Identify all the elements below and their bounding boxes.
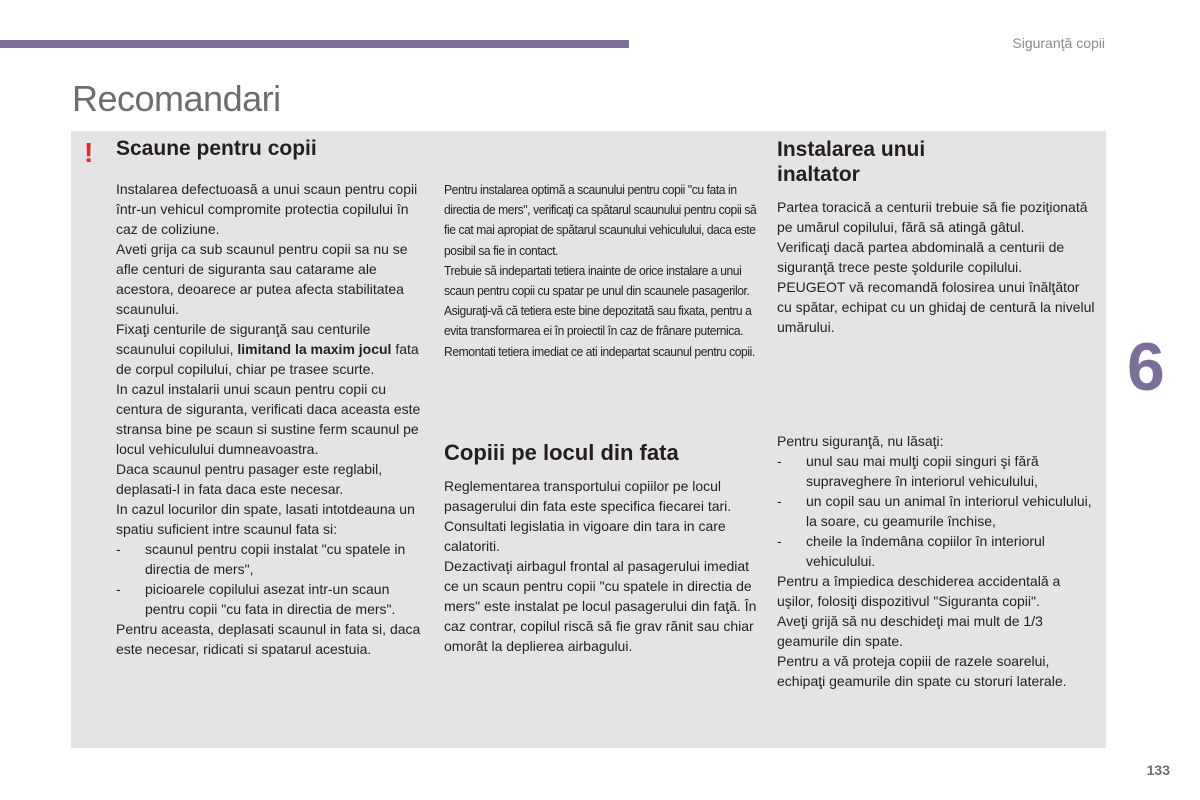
- paragraph: Trebuie să indepartati tetiera inainte de orice instalare a unui scaun pentru copii cu spatar pe unul din scaunele pasagerilor.: [444, 262, 750, 299]
- paragraph: Verificaţi dacă partea abdominală a centurii de siguranţă trece peste şoldurile copilului.: [777, 239, 1065, 275]
- heading-line: Instalarea unui: [777, 138, 926, 161]
- paragraph: Pentru siguranţă, nu lăsaţi:: [777, 433, 944, 449]
- heading-booster-seat: [777, 137, 925, 187]
- header-accent-bar: [0, 40, 629, 48]
- paragraph: Instalarea defectuoasă a unui scaun pentru copii într-un vehicul compromite protectia copilului în caz de coliziune.: [116, 181, 418, 237]
- paragraph: Asiguraţi-vă că tetiera este bine depozitată sau fixata, pentru a evita transformarea ei în proiectil în caz de frânare puternica.: [444, 303, 752, 339]
- paragraph: Reglementarea transportului copiilor pe locul pasagerului din fata este specifica fiecarei tari. Consultati legislatia in vigoare din tara in care calatoriti.: [444, 478, 732, 554]
- chapter-number: 6: [1127, 329, 1165, 405]
- heading-child-seats: Scaune pentru copii: [116, 137, 317, 160]
- paragraph: Pentru a împiedica deschiderea accidentală a uşilor, folosiţi dispozitivul "Siguranta copii".: [777, 573, 1061, 609]
- paragraph: [116, 319, 428, 379]
- dash-mark: -: [116, 581, 121, 597]
- section-title: Siguranţă copii: [1012, 35, 1105, 51]
- paragraph: Daca scaunul pentru pasager este reglabil, deplasati-l in fata daca este necesar.: [116, 461, 383, 497]
- paragraph: Dezactivaţi airbagul frontal al pasagerului imediat ce un scaun pentru copii "cu spatele in directia de mers" este instalat pe locul pasagerului din faţă. În caz contrar, copilul riscă să fie grav rănit sau chiar omorât la deplierea airbagului.: [444, 558, 757, 654]
- paragraph: Pentru a vă proteja copiii de razele soarelui, echipaţi geamurile din spate cu storuri laterale.: [777, 653, 1067, 689]
- page-number: 133: [1146, 762, 1170, 778]
- text-run: fata de corpul copilului, chiar pe trasee scurte.: [116, 341, 419, 377]
- list-item: [116, 579, 428, 619]
- dash-mark: -: [777, 533, 782, 549]
- paragraph: Aveti grija ca sub scaunul pentru copii sa nu se afle centuri de siguranta sau catarame ale acestora, deoarece ar putea afecta stabilitatea scaunului.: [116, 241, 408, 317]
- list-item: [777, 451, 1095, 491]
- paragraph: Pentru instalarea optimă a scaunului pentru copii "cu fata in directia de mers", verificaţi ca spătarul scaunului pentru copii să fie cat mai apropiat de spătarul scaunului vehiculului, daca este posibil sa fie in contact.: [444, 182, 757, 258]
- heading-front-seat-children: Copiii pe locul din fata: [444, 440, 679, 465]
- list-item: [116, 539, 428, 579]
- heading-line: inaltator: [777, 163, 860, 186]
- paragraph: In cazul locurilor din spate, lasati intotdeauna un spatiu suficient intre scaunul fata si:: [116, 501, 415, 537]
- paragraph: Remontati tetiera imediat ce ati indepartat scaunul pentru copii.: [444, 343, 755, 359]
- column-safety-tips: [777, 431, 1095, 691]
- list-item: [777, 491, 1095, 531]
- paragraph: Pentru aceasta, deplasati scaunul in fata si, daca este necesar, ridicati si spatarul acestuia.: [116, 621, 421, 657]
- warning-icon: !: [84, 137, 94, 168]
- column-child-seats: [116, 179, 428, 659]
- paragraph: Aveţi grijă să nu deschideţi mai mult de 1/3 geamurile din spate.: [777, 613, 1043, 649]
- list-item: [777, 531, 1095, 571]
- emphasis-text: limitand la maxim jocul: [237, 341, 392, 357]
- text-run: Fixaţi centurile de siguranţă sau centurile scaunului copilului,: [116, 321, 371, 357]
- list-item-text: cheile la îndemâna copiilor în interiorul vehiculului.: [806, 533, 1045, 569]
- list-item-text: scaunul pentru copii instalat "cu spatele in directia de mers",: [145, 541, 406, 577]
- page-title: Recomandari: [72, 78, 281, 119]
- dash-mark: -: [777, 493, 782, 509]
- paragraph: PEUGEOT vă recomandă folosirea unui înălţător cu spătar, echipat cu un ghidaj de centură la nivelul umărului.: [777, 279, 1095, 335]
- column-front-seat: [444, 476, 764, 656]
- paragraph: Partea toracică a centurii trebuie să fie poziţionată pe umărul copilului, fără să atingă gâtul.: [777, 199, 1088, 235]
- list-item-text: picioarele copilului asezat intr-un scaun pentru copii "cu fata in directia de mers".: [145, 581, 396, 617]
- list-item-text: un copil sau un animal în interiorul vehiculului, la soare, cu geamurile închise,: [806, 493, 1092, 529]
- paragraph: In cazul instalarii unui scaun pentru copii cu centura de siguranta, verificati daca aceasta este stransa bine pe scaun si sustine ferm scaunul pe locul vehiculului dumneavoastra.: [116, 381, 421, 457]
- dash-mark: -: [116, 541, 121, 557]
- column-child-seat-installation: [444, 180, 758, 362]
- dash-mark: -: [777, 453, 782, 469]
- list-item-text: unul sau mai mulţi copii singuri şi fără supraveghere în interiorul vehiculului,: [806, 453, 1039, 489]
- column-booster-seat: [777, 197, 1095, 337]
